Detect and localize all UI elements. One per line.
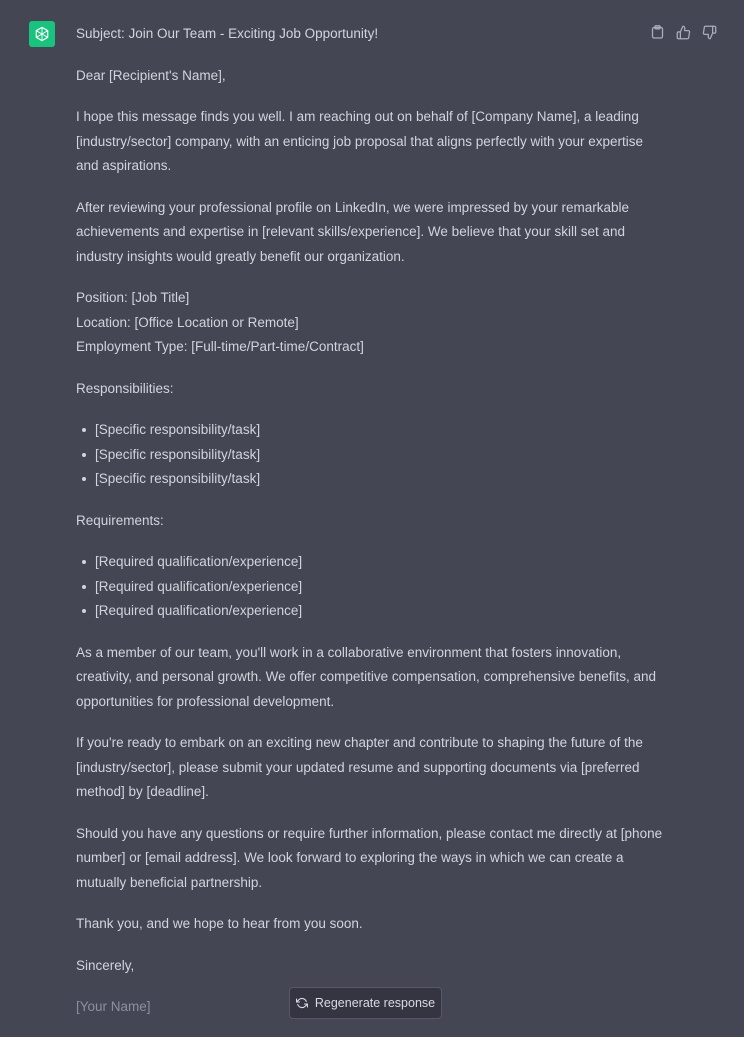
- paragraph-contact: Should you have any questions or require further information, please contact me directly at [phone number] or [email address]. We look forward to exploring the ways in which we can create a mutually beneficial partnership.: [76, 825, 663, 890]
- email-greeting: Dear [Recipient's Name],: [76, 67, 226, 83]
- email-subject: Subject: Join Our Team - Exciting Job Opportunity!: [76, 26, 379, 41]
- job-details: [76, 286, 666, 360]
- thumbs-up-button[interactable]: [674, 23, 692, 41]
- list-item: [Required qualification/experience]: [76, 575, 666, 600]
- assistant-message: [76, 22, 666, 1037]
- email-signature: [Your Name]: [76, 999, 151, 1014]
- paragraph-profile: After reviewing your professional profile on LinkedIn, we were impressed by your remarkable achievements and expertise in [relevant skills/experience]. We believe that your skill set and industry insights would greatly benefit our organization.: [76, 199, 630, 264]
- list-item: [Specific responsibility/task]: [76, 443, 666, 468]
- paragraph-thanks: Thank you, and we hope to hear from you soon.: [76, 916, 363, 931]
- job-detail-position: Position: [Job Title]: [76, 290, 190, 305]
- paragraph-intro: I hope this message finds you well. I am reaching out on behalf of [Company Name], a leading [industry/sector] company, with an enticing job proposal that aligns perfectly with your expertise and aspirations.: [76, 109, 644, 173]
- paragraph-apply: If you're ready to embark on an exciting new chapter and contribute to shaping the future of the [industry/sector], please submit your updated resume and supporting documents via [preferred method] by [deadline].: [76, 735, 643, 799]
- paragraph-team: As a member of our team, you'll work in a collaborative environment that fosters innovation, creativity, and personal growth. We offer competitive compensation, comprehensive benefits, and opportunities for professional development.: [76, 644, 657, 709]
- requirements-list: [76, 550, 666, 624]
- job-detail-employment-type: Employment Type: [Full-time/Part-time/Contract]: [76, 339, 364, 354]
- list-item: [Required qualification/experience]: [76, 550, 666, 575]
- regenerate-response-button[interactable]: [289, 987, 442, 1019]
- regenerate-label: Regenerate response: [314, 996, 436, 1010]
- responsibilities-heading: Responsibilities:: [76, 380, 174, 396]
- list-item: [Required qualification/experience]: [76, 599, 666, 624]
- thumbs-down-icon: [702, 25, 717, 40]
- list-item: [Specific responsibility/task]: [76, 467, 666, 492]
- thumbs-up-icon: [676, 25, 691, 40]
- refresh-icon: [296, 997, 308, 1009]
- email-closing: Sincerely,: [76, 957, 135, 973]
- list-item: [Specific responsibility/task]: [76, 418, 666, 443]
- requirements-heading: Requirements:: [76, 512, 164, 528]
- job-detail-location: Location: [Office Location or Remote]: [76, 314, 299, 330]
- thumbs-down-button[interactable]: [700, 23, 718, 41]
- responsibilities-list: [76, 418, 666, 492]
- assistant-avatar: [29, 21, 55, 47]
- openai-logo-icon: [33, 25, 51, 43]
